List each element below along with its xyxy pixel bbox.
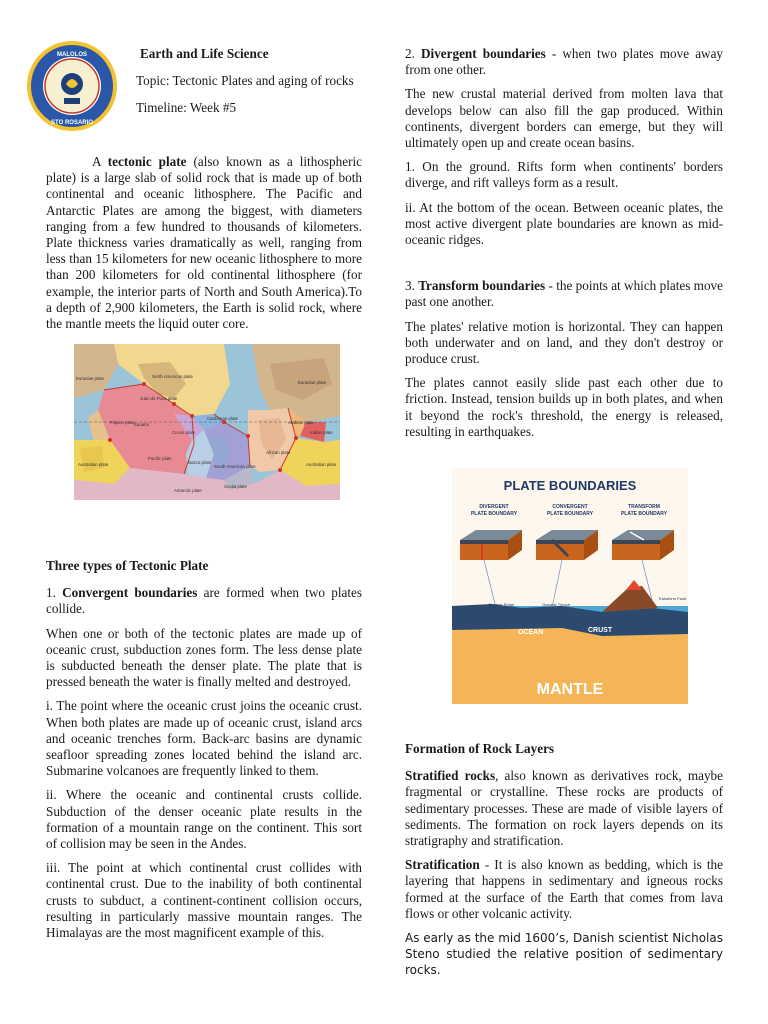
map-label: Eurasian plate	[298, 380, 327, 385]
svg-text:PLATE BOUNDARY: PLATE BOUNDARY	[620, 511, 668, 517]
map-label: Indian plate	[310, 430, 333, 435]
divergent-on-ground: 1. On the ground. Rifts form when continents' borders diverge, and rift valleys form as a result.	[405, 159, 723, 191]
intro-term: tectonic plate	[107, 154, 187, 169]
plate-boundaries-diagram	[452, 468, 688, 704]
map-label: Arabian plate	[288, 420, 314, 425]
stratified-rocks-paragraph: Stratified rocks, also known as derivatives rock, maybe fragmental or crystalline. These rocks are products of sedimentary processes. These are made of visible layers of sediments. The formation on rock layers depends on its stratigraphy and stratification.	[405, 768, 723, 849]
map-label: Pacific plate	[148, 456, 172, 461]
svg-text:DIVERGENT: DIVERGENT	[479, 504, 509, 510]
map-label: Cocos plate	[172, 430, 196, 435]
tectonic-plate-map	[74, 344, 340, 500]
svg-text:CRUST: CRUST	[588, 627, 613, 634]
topic-line: Topic: Tectonic Plates and aging of rocks	[136, 73, 354, 88]
transform-paragraph-1: The plates' relative motion is horizontal. They can happen both underwater and on land, and they don't destroy or produce crust.	[405, 318, 723, 367]
map-label: Australian plate	[78, 462, 109, 467]
svg-text:STO ROSARIO: STO ROSARIO	[51, 120, 93, 126]
svg-text:MALOLOS: MALOLOS	[57, 52, 87, 58]
divergent-paragraph: The new crustal material derived from molten lava that develops below can also fill the gap produced. Within continents, divergent borders can emerge, but they will ultimately open up and create ocean basins.	[405, 86, 723, 151]
svg-text:Transform Fault: Transform Fault	[658, 596, 687, 601]
steno-paragraph: As early as the mid 1600’s, Danish scientist Nicholas Steno studied the relative position of sedimentary rocks.	[405, 931, 723, 978]
map-label: North American plate	[152, 374, 193, 379]
svg-text:Oceanic Ridge: Oceanic Ridge	[488, 602, 515, 607]
svg-text:TRANSFORM: TRANSFORM	[628, 504, 660, 510]
convergent-oceanic-continental: ii. Where the oceanic and continental crusts collide. Subduction of the denser oceanic plate results in the formation of a mountain range on the continent. This sort of collision may be seen in the Andes.	[46, 787, 362, 852]
svg-text:Oceanic Trench: Oceanic Trench	[542, 602, 571, 607]
svg-text:CONVERGENT: CONVERGENT	[552, 504, 588, 510]
diagram-title: PLATE BOUNDARIES	[503, 478, 637, 493]
convergent-definition: 1. Convergent boundaries are formed when two plates collide.	[46, 585, 362, 617]
transform-definition: 3. Transform boundaries - the points at which plates move past one another.	[405, 278, 723, 310]
map-label: Australian plate	[306, 462, 337, 467]
rocks-heading: Formation of Rock Layers	[405, 741, 555, 756]
intro-paragraph: A tectonic plate (also known as a lithospheric plate) is a large slab of solid rock that is made up of both continental and oceanic lithosphere. The Pacific and Antarctic Plates are among the biggest, with diameters ranging from a few hundred to thousands of kilometers. Plate thickness varies dramatically as well, ranging from less than 15 kilometers for new oceanic lithosphere to more than 200 kilometers for old continental lithosphere (for example, the interior parts of North and South America).To a depth of 2,900 kilometers, the Earth is solid rock, where the mantle meets the liquid outer core.	[46, 154, 362, 332]
svg-text:OCEAN: OCEAN	[518, 629, 544, 636]
mantle-label: MANTLE	[536, 681, 604, 698]
svg-text:PLATE BOUNDARY: PLATE BOUNDARY	[470, 511, 518, 517]
map-label: Filipino plate	[110, 420, 135, 425]
convergent-oceanic-oceanic: i. The point where the oceanic crust joins the oceanic crust. When both plates are made up of oceanic crust, island arcs and oceanic trenches form. Back-arc basins are dynamic seafloor spreading zones located behind the island arc. Submarine volcanoes are frequently linked to them.	[46, 698, 362, 779]
types-heading: Three types of Tectonic Plate	[46, 558, 209, 573]
map-label: South American plate	[214, 464, 256, 469]
map-label: Antarctic plate	[174, 488, 202, 493]
map-label: Scotia plate	[224, 484, 247, 489]
map-label: Juan de Fuca plate	[140, 396, 178, 401]
convergent-paragraph: When one or both of the tectonic plates are made up of oceanic crust, subduction zones form. The less dense plate is subducted beneath the denser plate. The plate that is pressed beneath the water is finally melted and destroyed.	[46, 625, 362, 690]
map-label: Caribbean plate	[207, 416, 239, 421]
divergent-definition: 2. Divergent boundaries - when two plates move away from one other.	[405, 46, 724, 78]
transform-paragraph-2: The plates cannot easily slide past each other due to friction. Instead, tension builds up in both plates, and when it beyond the rock's threshold, the energy is released, resulting in earthquakes.	[405, 375, 723, 439]
course-title: Earth and Life Science	[140, 46, 269, 61]
map-label: Nazca plate	[188, 460, 212, 465]
map-label: Equator	[134, 422, 150, 427]
timeline-line: Timeline: Week #5	[136, 100, 237, 115]
svg-text:PLATE BOUNDARY: PLATE BOUNDARY	[546, 511, 594, 517]
divergent-ocean-bottom: ii. At the bottom of the ocean. Between oceanic plates, the most active divergent plate boundaries are known as mid-oceanic ridges.	[405, 199, 723, 248]
convergent-continental-continental: iii. The point at which continental crust collides with continental crust. Due to the inability of both continental crusts to subduct, a continent-continent collision occurs, resulting in particularly massive mountain ranges. The Himalayas are the most magnificent example of this.	[46, 860, 362, 941]
map-label: Eurasian plate	[76, 376, 105, 381]
stratification-paragraph: Stratification - It is also known as bedding, which is the layering that happens in sedimentary and igneous rocks formed at the surface of the Earth that comes from lava flows or other volcanic activity.	[405, 857, 723, 921]
school-logo	[26, 40, 118, 132]
map-label: African plate	[266, 450, 291, 455]
